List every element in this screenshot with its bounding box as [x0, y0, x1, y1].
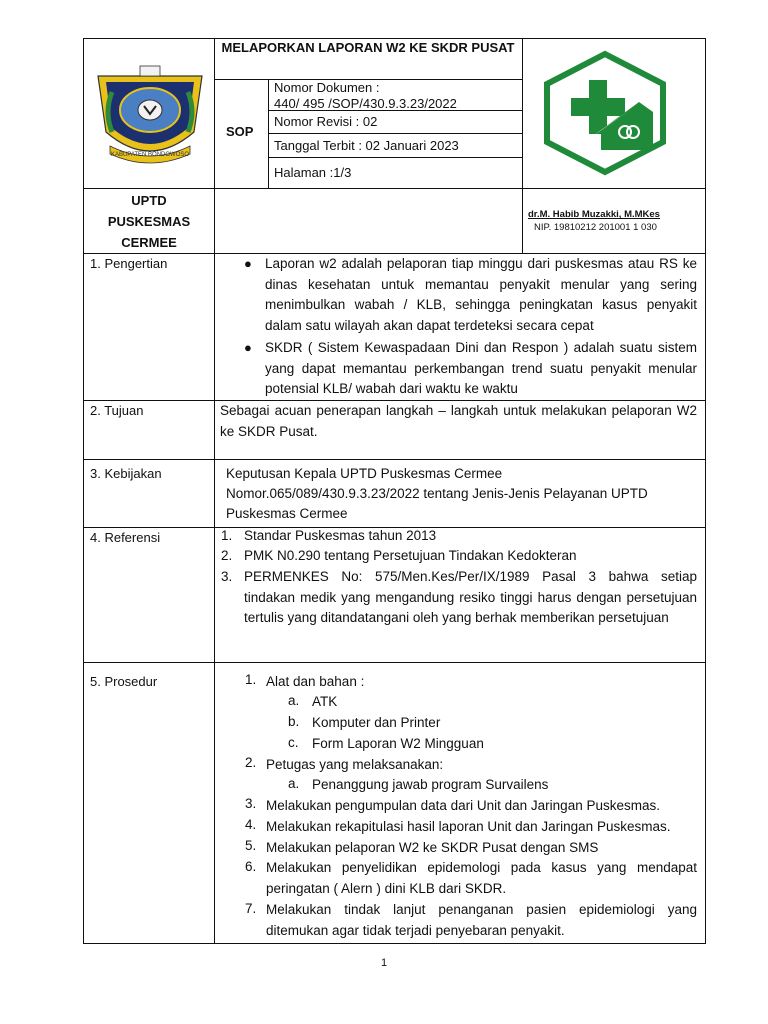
org-line-2: PUSKESMAS [107, 214, 191, 229]
referensi-number: 2. [221, 548, 233, 563]
step-1-sub-b: Komputer dan Printer [312, 715, 441, 730]
org-line-1: UPTD [131, 193, 167, 208]
prosedur-number: 4. [245, 817, 257, 832]
step-1-sub-a: ATK [312, 694, 338, 709]
prosedur-number: 2. [245, 755, 257, 770]
halaman: Halaman :1/3 [274, 165, 352, 180]
section-label-prosedur: 5. Prosedur [90, 674, 158, 689]
referensi-item-2: PMK N0.290 tentang Persetujuan Tindakan Kedokteran [244, 548, 577, 563]
prosedur-step-5: Melakukan pelaporan W2 ke SKDR Pusat dengan SMS [266, 840, 599, 855]
referensi-number: 3. [221, 569, 233, 584]
document-title: MELAPORKAN LAPORAN W2 KE SKDR PUSAT [221, 40, 515, 55]
prosedur-step-3: Melakukan pengumpulan data dari Unit dan Jaringan Puskesmas. [266, 798, 660, 813]
section-label-kebijakan: 3. Kebijakan [90, 466, 162, 481]
referensi-item-3: PERMENKES No: 575/Men.Kes/Per/IX/1989 Pasal 3 bahwa setiap tindakan medik yang mengandung resiko tinggi harus dengan persetujuan tertulis yang ditandatangani oleh yang berhak memberikan persetujuan [244, 569, 697, 626]
bullet-dot: ● [244, 340, 252, 355]
nomor-revisi: Nomor Revisi : 02 [274, 114, 378, 129]
pengertian-bullet-1: Laporan w2 adalah pelaporan tiap minggu dari puskesmas atau RS ke dinas kesehatan untuk memantau penyakit menular yang sering menimbulkan wabah / KLB, sehingga peningkatan kasus penyakit dalam satu wilayah akan dapat terdeteksi secara cepat [265, 256, 697, 334]
prosedur-step-2: Petugas yang melaksanakan: [266, 757, 444, 772]
nomor-dokumen-label: Nomor Dokumen : [274, 80, 380, 95]
puskesmas-logo [543, 50, 667, 176]
referensi-number: 1. [221, 528, 233, 543]
prosedur-step-4: Melakukan rekapitulasi hasil laporan Unit dan Jaringan Puskesmas. [266, 819, 671, 834]
section-label-referensi: 4. Referensi [90, 530, 161, 545]
kebijakan-line-3: Puskesmas Cermee [226, 506, 348, 521]
bullet-dot: ● [244, 256, 252, 271]
sub-letter: b. [288, 714, 300, 729]
signer-nip: NIP. 19810212 201001 1 030 [534, 222, 657, 233]
step-1-sub-c: Form Laporan W2 Mingguan [312, 736, 484, 751]
page-number: 1 [380, 957, 388, 969]
section-label-tujuan: 2. Tujuan [90, 403, 144, 418]
prosedur-step-6: Melakukan penyelidikan epidemologi pada kasus yang mendapat peringatan ( Alern ) dini KLB dari SKDR. [266, 860, 697, 896]
sub-letter: a. [288, 776, 300, 791]
prosedur-step-1: Alat dan bahan : [266, 674, 365, 689]
step-2-sub-a: Penanggung jawab program Survailens [312, 777, 549, 792]
referensi-item-1: Standar Puskesmas tahun 2013 [244, 528, 437, 543]
nomor-dokumen-value: 440/ 495 /SOP/430.9.3.23/2022 [274, 96, 457, 111]
kebijakan-line-1: Keputusan Kepala UPTD Puskesmas Cermee [226, 466, 503, 481]
prosedur-number: 6. [245, 859, 257, 874]
svg-text:KABUPATEN BONDOWOSO: KABUPATEN BONDOWOSO [110, 152, 190, 158]
prosedur-number: 5. [245, 838, 257, 853]
organization-name [84, 190, 214, 253]
prosedur-number: 1. [245, 672, 257, 687]
bondowoso-emblem [90, 62, 210, 172]
pengertian-bullet-2: SKDR ( Sistem Kewaspadaan Dini dan Respon ) adalah suatu sistem yang dapat memantau perkembangan trend suatu penyakit menular potensial KLB/ wabah dari waktu ke waktu [265, 340, 697, 397]
signer-name: dr.M. Habib Muzakki, M.MKes [528, 209, 660, 220]
prosedur-number: 7. [245, 901, 257, 916]
prosedur-step-7: Melakukan tindak lanjut penanganan pasien epidemiologi yang ditemukan agar tidak terjadi penyebaran penyakit. [266, 902, 697, 938]
sop-label: SOP [226, 124, 254, 139]
org-line-3: CERMEE [121, 235, 177, 250]
tanggal-terbit: Tanggal Terbit : 02 Januari 2023 [274, 138, 459, 153]
sub-letter: c. [288, 735, 299, 750]
kebijakan-line-2: Nomor.065/089/430.9.3.23/2022 tentang Jenis-Jenis Pelayanan UPTD [226, 486, 648, 501]
prosedur-number: 3. [245, 796, 257, 811]
tujuan-text: Sebagai acuan penerapan langkah – langkah untuk melakukan pelaporan W2 ke SKDR Pusat. [220, 403, 697, 439]
section-label-pengertian: 1. Pengertian [90, 256, 168, 271]
sub-letter: a. [288, 693, 300, 708]
